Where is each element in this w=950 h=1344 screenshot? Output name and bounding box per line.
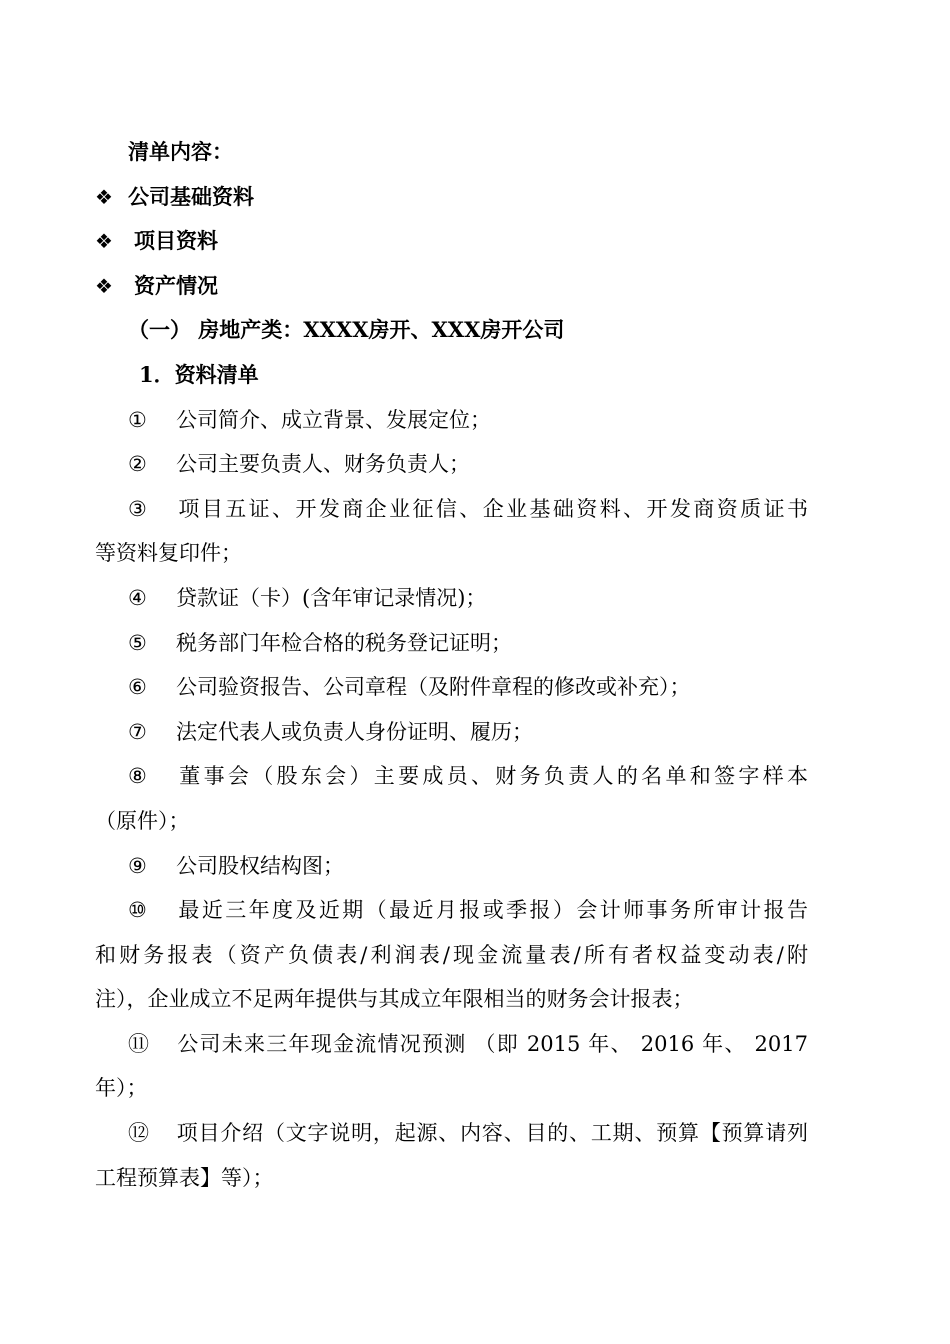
document-body [95,130,808,1200]
list-item [95,888,808,1022]
item-text: 董事会（股东会）主要成员、财务负责人的名单和签字样本 [176,764,808,789]
item-text: 公司股权结构图； [176,853,344,878]
list-item [95,1022,808,1111]
item-number: ② [128,452,147,477]
item-text: 最近三年度及近期（最近月报或季报）会计师事务所审计报告 [176,898,808,923]
list-item [95,398,808,443]
item-text-continued: 和财务报表（资产负债表/利润表/现金流量表/所有者权益变动表/附 [95,942,808,967]
item-text-continued: 注），企业成立不足两年提供与其成立年限相当的财务会计报表； [95,987,694,1012]
list-item [95,487,808,576]
diamond-bullet-icon: ❖ [95,184,113,209]
diamond-bullet-icon: ❖ [95,229,113,254]
item-text-continued: 工程预算表】等）； [95,1165,274,1190]
list-item [95,1111,808,1200]
item-text: 项目介绍（文字说明，起源、内容、目的、工期、预算【预算请列 [176,1121,808,1146]
item-number: ⑦ [128,719,147,744]
diamond-bullet-icon: ❖ [95,273,113,298]
item-text: 公司简介、成立背景、发展定位； [176,407,491,432]
item-number: ⑪ [128,1031,149,1056]
list-heading: 清单内容： [128,139,233,164]
bullet-item [95,175,808,220]
item-text: 法定代表人或负责人身份证明、履历； [176,719,533,744]
item-text: 公司未来三年现金流情况预测 （即 2015 年、 2016 年、 2017 [176,1031,808,1056]
list-item [95,665,808,710]
list-item [95,621,808,666]
item-number: ③ [128,496,147,521]
item-number: ④ [128,585,147,610]
list-item [95,442,808,487]
item-number: ⑥ [128,675,147,700]
bullet-item [95,219,808,264]
item-text: 项目五证、开发商企业征信、企业基础资料、开发商资质证书 [176,496,808,521]
item-text-continued: 等资料复印件； [95,541,242,566]
section-title: （一） 房地产类：XXXX房开、XXX房开公司 [128,317,565,343]
bullet-text: 公司基础资料 [128,183,254,209]
list-item [95,576,808,621]
item-text: 公司主要负责人、财务负责人； [176,452,470,477]
item-number: ⑫ [128,1121,149,1146]
item-text: 公司验资报告、公司章程（及附件章程的修改或补充）； [176,675,691,700]
item-number: ⑩ [128,898,147,923]
item-number: ① [128,407,147,432]
item-text: 税务部门年检合格的税务登记证明； [176,630,512,655]
item-text-continued: （原件）； [95,808,190,833]
item-text-continued: 年）； [95,1076,148,1101]
item-number: ⑤ [128,630,147,655]
item-number: ⑨ [128,853,147,878]
bullet-text: 项目资料 [134,228,218,254]
list-item [95,844,808,889]
list-item [95,710,808,755]
bullet-item [95,264,808,309]
subsection-title: 1．资料清单 [139,361,259,387]
list-item [95,754,808,843]
item-number: ⑧ [128,764,147,789]
item-text: 贷款证（卡）(含年审记录情况)； [176,585,487,610]
bullet-text: 资产情况 [134,272,218,298]
